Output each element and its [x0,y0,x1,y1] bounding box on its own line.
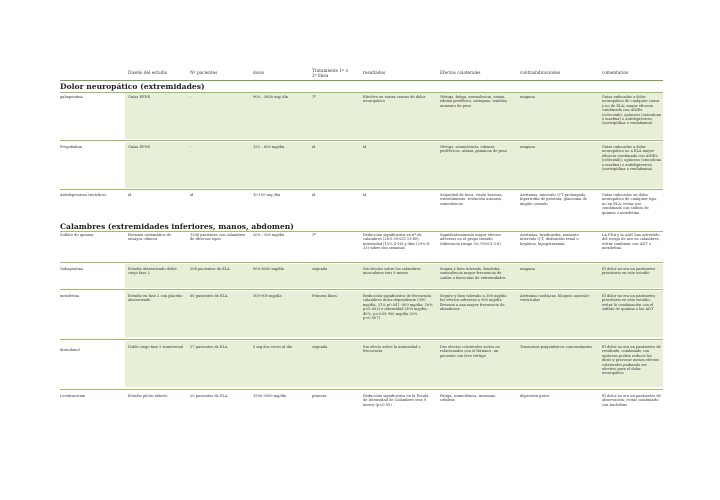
cell-contraindications: Arritmias, intervalo Q-T prolongado, hipertrofia de próstata, glaucoma de ángulo cerrado [520,193,587,206]
cell-design: Estudio en fase 2 con placebo aleatorizado [128,294,183,303]
cell-dose: 900-3600 mg/día [253,267,284,271]
row-rule [60,140,663,141]
row-rule [60,339,663,340]
cell-patients: - [190,95,192,99]
row-rule [60,262,663,263]
column-header-results: resultados [363,70,386,75]
cell-side-effects: Vértigo, somnolencia, edemas periféricos, ataxia, ganancia de peso [440,145,507,154]
cell-results: Reducción significativa en la Escala de Intensidad de Calambres tras 9 meses (p<0.05) [363,394,429,407]
drug-name: mexiletina [60,294,80,298]
cell-side-effects: Vértigo, fatiga, somnolencia, ataxia, edema periférico, nistagmo, temblor, aumento de peso [440,95,508,108]
cell-contraindications: ninguna [520,145,535,149]
cell-line: 1º [312,95,316,99]
cell-side-effects: Fatiga, somnolencia, insomnio, cefaleas [440,394,497,403]
cell-results: Sin efecto sobre la intensidad o frecuencia [363,345,421,354]
cell-dose: 10-100 mg /día [253,193,281,197]
cell-patients: 1306 pacientes con calambres de diversos tipos [190,233,246,242]
cell-dose: 150 – 600 mg/día [253,145,285,149]
column-header-design: Diseño del estudio [128,70,168,75]
column-header-comments: comentarios [602,70,629,75]
drug-name: Pregabalina [60,145,82,149]
drug-name: Sulfato de quinina [60,233,94,237]
cell-design: Revisión sistemática de ensayos clínicos [128,233,171,242]
cell-patients: 204 pacientes de ELA [190,267,230,271]
column-header-patients: Nº pacientes [190,70,218,75]
cell-comments: LA FDA y la AAN han advertido del riesgo de uso en calambres, evitar combinar con ADT o mexiletina [602,233,660,251]
cell-comments: Guías enfocadas a dolor neuropático no a ELA mayor eficacia combinada con AINEs (celecoxib), opiáceos (oxicodona o morfina) o antidepresivos (nortriptilina o venlafaxina) [602,145,662,172]
cell-contraindications: Arritmias, bradicardia, aumento intervalo Q-T, disfunción renal o hepática, hipopotasemia [520,233,579,246]
drug-name: Gabapentina [60,267,84,271]
cell-side-effects: Seguro y bien tolerado a 300 mg/día los efectos adversos a 900 mg/día llevaron a una mayor frecuencia de abandonos [440,294,507,312]
cell-comments: El dolor no era un parámetro prioritario en este estudio; evitar la combinación con el sulfato de quinina o las ADT [602,294,656,312]
cell-patients: - [190,145,192,149]
cell-side-effects: Sequía y bien tolerado, fenobitia, somnolencia mayor frecuencia de caídas o fasciculas de extremidades [440,267,506,280]
cell-dose: 200 – 500 mg/día [253,233,285,237]
cell-side-effects: Sequedad de boca, visión borrosa, estreñimiento, retención urinaria, somnolencia [440,193,503,206]
cell-line: primera [312,394,327,398]
cell-design: Guías EFNS [128,95,151,99]
column-header-side-effects: Efectos colaterales [440,70,481,75]
cell-design: Guías EFNS [128,145,151,149]
drug-name: gabapentina [60,95,83,99]
cell-dose: 1500-3000 mg/día [253,394,287,398]
cell-design: id [128,193,132,197]
cell-comments: El dolor no era un parámetro de resultado, combinado con opiáceos podría reducir las dosis y provocar menos efectos colaterales pudiendo ser efectivo para el dolor neuropático [602,345,661,376]
cell-line: segunda [312,267,328,271]
cell-design: Estudio piloto abierto [128,394,168,398]
cell-contraindications: Arritmias cardíacas, bloqueo auriculo-ventricular [520,294,590,303]
cell-patients: 20 pacientes de ELA [190,394,228,398]
row-rule [60,289,663,290]
cell-results: id [363,193,367,197]
section-title-cramps: Calambres (extremidades inferiores, manos, abdomen) [60,222,294,231]
cell-results: Reducción significativa en nº de calambres (28% 95%CI 13-40), intensidad (10% 4-16) y días (20% 4-33) sobre dos semanas [363,233,431,251]
cell-line: id [312,193,316,197]
drug-name: Antidepresivos tricíclicos [60,193,107,197]
row-rule [60,189,663,190]
cell-line: segunda [312,345,328,349]
section-title-neuropathic-pain: Dolor neuropático (extremidades) [60,82,205,91]
cell-line: Primera línea [312,294,337,298]
cell-design: Doble ciego fase 2 transversal [128,345,184,349]
column-header-dose: dosis [253,70,264,75]
drug-name: dronabinol [60,348,80,352]
cell-contraindications: Trastornos psiquiátricos concomitantes [520,345,593,349]
cell-contraindications: ninguna [520,267,535,271]
drug-name: Levitiracetam [60,394,86,398]
row-rule [60,389,663,390]
cell-dose: 300-900 mg/día [253,294,282,298]
cell-comments: Guías enfocadas a dolor neuropático de cualquier causa y no de ELA; mayor eficacia combinada con AINEs (celecoxib), opiáceos (oxicodona o morfina) o antidepresivos (nortriptilina o venlafaxina) [602,95,662,126]
cell-line: 1º [312,233,316,237]
cell-line: id [312,145,316,149]
cell-patients: 60 pacientes de ELA [190,294,228,298]
cell-dose: 900 – 3600 mg/ día [253,95,288,99]
cell-results: Sin efectos sobre los calambres musculares tras 9 meses [363,267,421,276]
column-header-contraindications: contraindicaciones [520,70,561,75]
section-rule [60,231,663,232]
cell-contraindications: depresión grave [520,394,550,398]
cell-contraindications: ninguna [520,95,535,99]
cell-comments: El dolor no era un parámetro prioritario en este estudio [602,267,656,276]
cell-side-effects: Dos efectos colaterales serios no relacionados con el fármaco, un paciente con leve vértigo [440,345,500,358]
cell-results: id [363,145,367,149]
cell-comments: Guías enfocadas en dolor neuropático de cualquier tipo, no en ELA; evitar uso combinado con sulfato de quinina o mexiletina [602,193,658,215]
cell-design: Estudio aleatorizado doble ciego fase 2 [128,267,177,276]
cell-side-effects: Significativamente mayor efectos adversos en el grupo tratado (diferencia riesgo 3% 95%CI 0-6) [440,233,501,246]
cell-comments: El dolor no era un parámetro de observación; evitar combinarlo con baclofeno [602,394,661,407]
cell-patients: 27 pacientes de ELA [190,345,228,349]
cell-patients: id [190,193,194,197]
header-rule [60,80,663,81]
cell-results: Efectivo en varias causas de dolor neuropático [363,95,426,104]
cell-results: Reducción significativa de frecuencia calambres dosis-dependiente (300 mg/día, 31% p0.047; 900 mg/día: 16% p<0.002) e intensidad (300 mg/día: 40%, p<0.08 900 mg/día 25% p<0.007) [363,294,433,321]
cell-dose: 5 mg dos veces al día [253,345,293,349]
column-header-line: Tratamiento 1º o 2º línea [312,68,348,79]
